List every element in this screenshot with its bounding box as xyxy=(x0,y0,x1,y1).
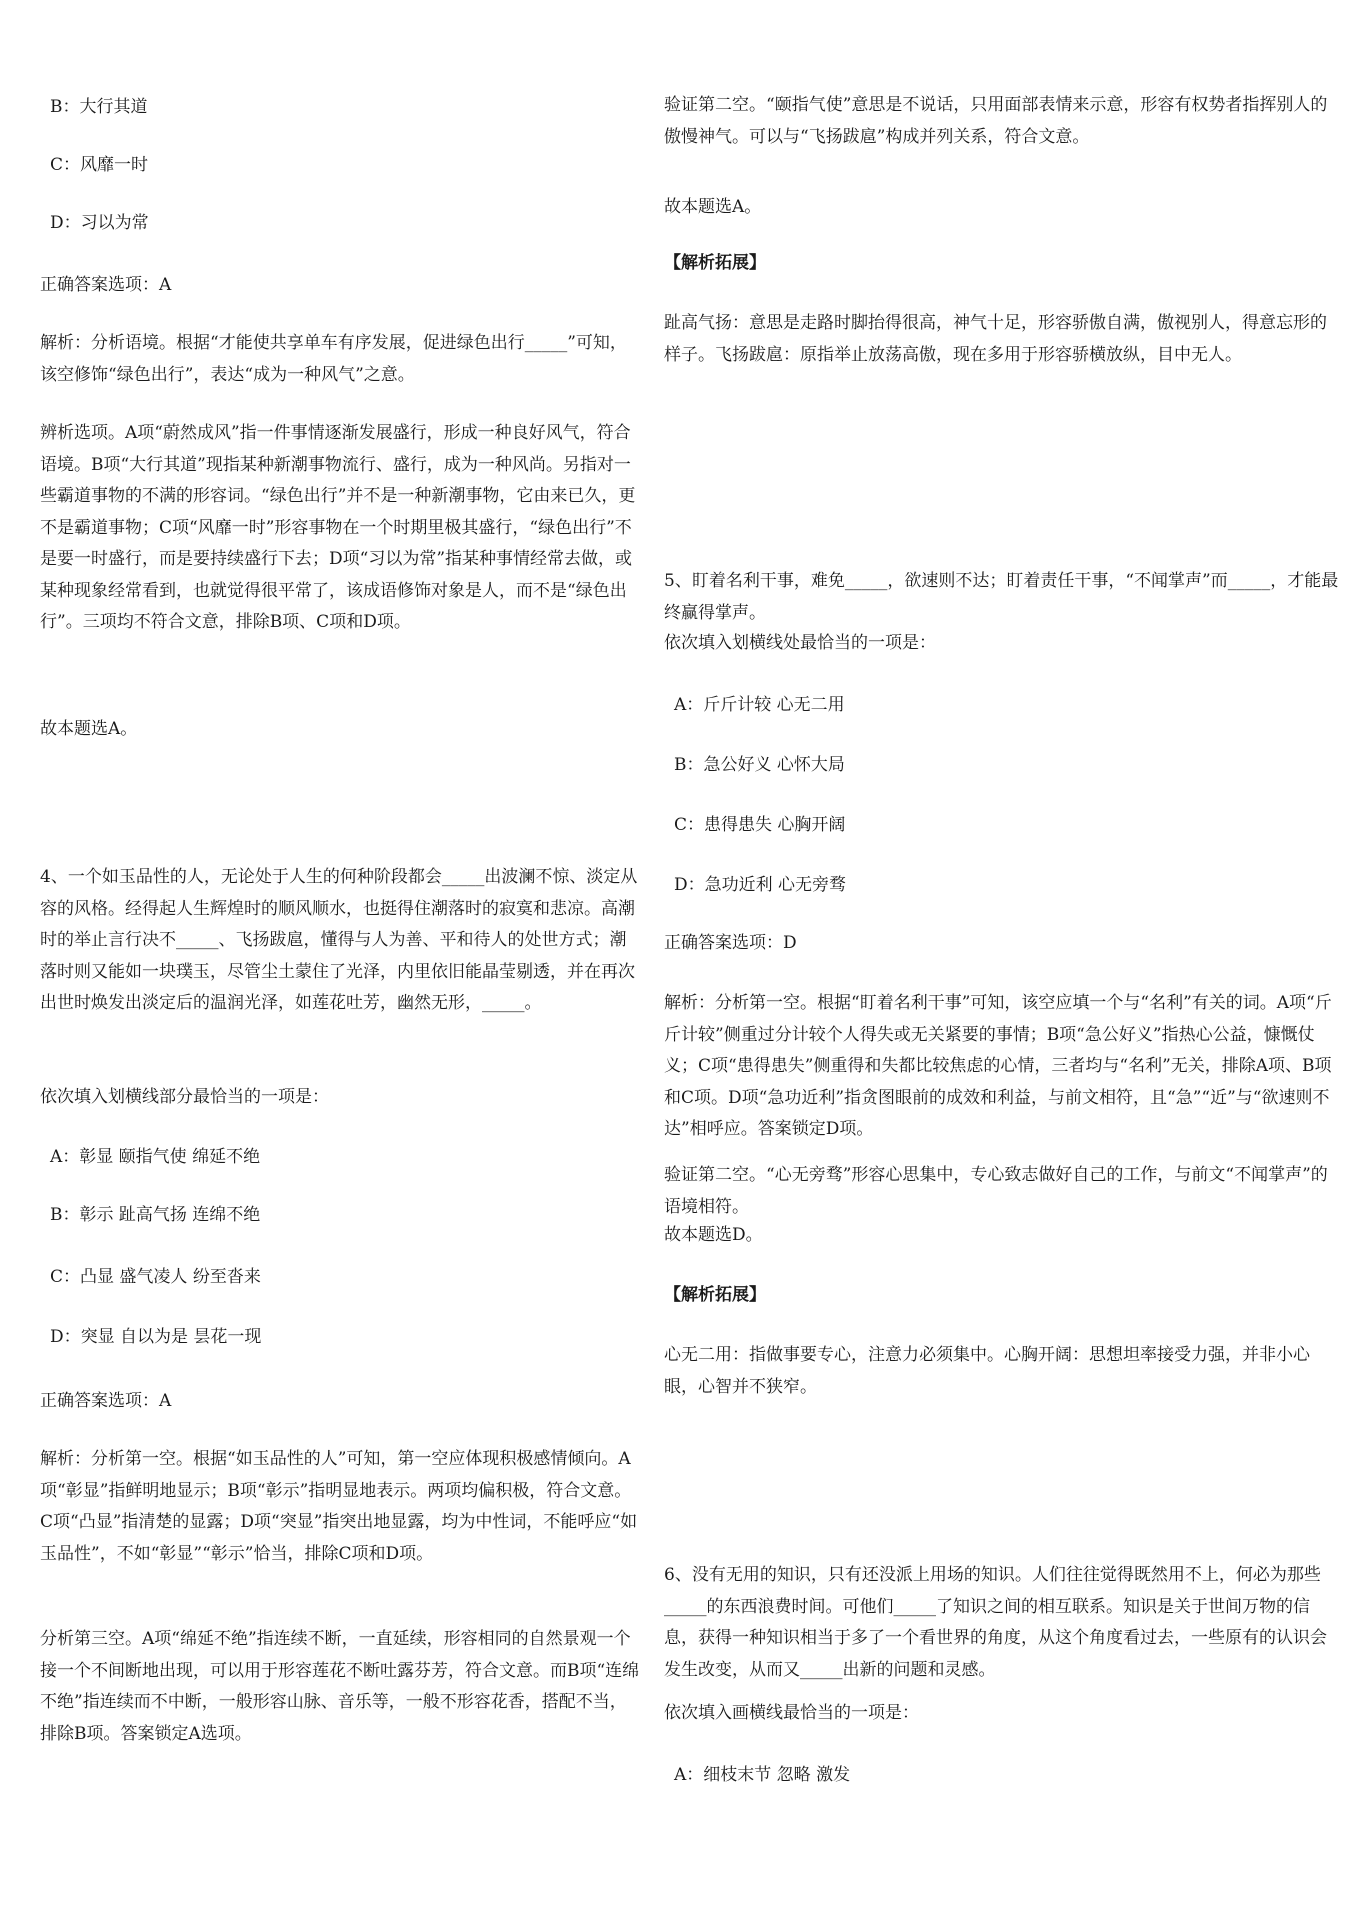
q3-analysis-2: 辨析选项。A项“蔚然成风”指一件事情逐渐发展盛行，形成一种良好风气，符合语境。B项“大行其道”现指某种新潮事物流行、盛行，成为一种风尚。另指对一些霸道事物的不满的形容词。“绿色出行”并不是一种新潮事物，它由来已久，更不是霸道事物；C项“风靡一时”形容事物在一个时期里极其盛行，“绿色出行”不是要一时盛行，而是要持续盛行下去；D项“习以为常”指某种事情经常去做，或某种现象经常看到，也就觉得很平常了，该成语修饰对象是人，而不是“绿色出行”。三项均不符合文意，排除B项、C项和D项。 xyxy=(40,423,636,632)
q3-conclusion: 故本题选A。 xyxy=(40,719,138,739)
q5-extension-body: 心无二用：指做事要专心，注意力必须集中。心胸开阔：思想坦率接受力强，并非小心眼，心智并不狭窄。 xyxy=(664,1345,1310,1397)
q4-analysis-2: 分析第三空。A项“绵延不绝”指连续不断，一直延续，形容相同的自然景观一个接一个不间断地出现，可以用于形容莲花不断吐露芬芳，符合文意。而B项“连绵不绝”指连续而不中断，一般形容山脉、音乐等，一般不形容花香，搭配不当，排除B项。答案锁定A选项。 xyxy=(40,1629,640,1744)
q5-instruction: 依次填入划横线处最恰当的一项是： xyxy=(664,633,936,653)
q4-extension-title: 【解析拓展】 xyxy=(664,253,766,273)
q5-answer: 正确答案选项：D xyxy=(664,933,797,953)
q3-option-d: D：习以为常 xyxy=(50,213,149,233)
q5-extension-title: 【解析拓展】 xyxy=(664,1285,766,1305)
q5-option-c: C：患得患失 心胸开阔 xyxy=(674,815,846,835)
q4-option-c: C：凸显 盛气凌人 纷至沓来 xyxy=(50,1267,261,1287)
q4-answer: 正确答案选项：A xyxy=(40,1391,172,1411)
q3-answer: 正确答案选项：A xyxy=(40,275,172,295)
q5-option-b: B：急公好义 心怀大局 xyxy=(674,755,845,775)
q4-extension-body: 趾高气扬：意思是走路时脚抬得很高，神气十足，形容骄傲自满，傲视别人，得意忘形的样子。飞扬跋扈：原指举止放荡高傲，现在多用于形容骄横放纵，目中无人。 xyxy=(664,313,1327,365)
q6-option-a: A：细枝末节 忽略 激发 xyxy=(674,1765,851,1785)
q5-option-a: A：斤斤计较 心无二用 xyxy=(674,695,845,715)
q5-analysis: 解析：分析第一空。根据“盯着名利干事”可知，该空应填一个与“名利”有关的词。A项“斤斤计较”侧重过分计较个人得失或无关紧要的事情；B项“急公好义”指热心公益，慷慨仗义；C项“患得患失”侧重得和失都比较焦虑的心情，三者均与“名利”无关，排除A项、B项和C项。D项“急功近利”指贪图眼前的成效和利益，与前文相符，且“急”“近”与“欲速则不达”相呼应。答案锁定D项。 xyxy=(664,993,1332,1139)
q4-conclusion: 故本题选A。 xyxy=(664,197,762,217)
q4-option-a: A：彰显 颐指气使 绵延不绝 xyxy=(50,1147,261,1167)
q4-question: 4、一个如玉品性的人，无论处于人生的何种阶段都会_____出波澜不惊、淡定从容的风格。经得起人生辉煌时的顺风顺水，也挺得住潮落时的寂寞和悲凉。高潮时的举止言行决不_____、飞扬跋扈，懂得与人为善、平和待人的处世方式；潮落时则又能如一块璞玉，尽管尘土蒙住了光泽，内里依旧能晶莹剔透，并在再次出世时焕发出淡定后的温润光泽，如莲花吐芳，幽然无形，_____。 xyxy=(40,867,638,1013)
q4-option-d: D：突显 自以为是 昙花一现 xyxy=(50,1327,262,1347)
q3-option-b: B：大行其道 xyxy=(50,97,148,117)
q4-analysis-1: 解析：分析第一空。根据“如玉品性的人”可知，第一空应体现积极感情倾向。A项“彰显”指鲜明地显示；B项“彰示”指明显地表示。两项均偏积极，符合文意。C项“凸显”指清楚的显露；D项“突显”指突出地显露，均为中性词，不能呼应“如玉品性”，不如“彰显”“彰示”恰当，排除C项和D项。 xyxy=(40,1449,638,1564)
q5-verify: 验证第二空。“心无旁骛”形容心思集中，专心致志做好自己的工作，与前文“不闻掌声”的语境相符。 xyxy=(664,1165,1328,1217)
q6-question: 6、没有无用的知识，只有还没派上用场的知识。人们往往觉得既然用不上，何必为那些_____的东西浪费时间。可他们_____了知识之间的相互联系。知识是关于世间万物的信息，获得一种知识相当于多了一个看世界的角度，从这个角度看过去，一些原有的认识会发生改变，从而又_____出新的问题和灵感。 xyxy=(664,1565,1327,1680)
q4-instruction: 依次填入划横线部分最恰当的一项是： xyxy=(40,1087,329,1107)
q3-option-c: C：风靡一时 xyxy=(50,155,149,175)
q5-conclusion: 故本题选D。 xyxy=(664,1225,763,1245)
q5-option-d: D：急功近利 心无旁骛 xyxy=(674,875,847,895)
q3-analysis-1: 解析：分析语境。根据“才能使共享单车有序发展，促进绿色出行_____”可知，该空修饰“绿色出行”，表达“成为一种风气”之意。 xyxy=(40,333,627,385)
q5-question: 5、盯着名利干事，难免_____，欲速则不达；盯着责任干事，“不闻掌声”而_____，才能最终赢得掌声。 xyxy=(664,571,1339,623)
q4-option-b: B：彰示 趾高气扬 连绵不绝 xyxy=(50,1205,261,1225)
q6-instruction: 依次填入画横线最恰当的一项是： xyxy=(664,1703,919,1723)
q4-verify: 验证第二空。“颐指气使”意思是不说话，只用面部表情来示意，形容有权势者指挥别人的傲慢神气。可以与“飞扬跋扈”构成并列关系，符合文意。 xyxy=(664,95,1328,147)
